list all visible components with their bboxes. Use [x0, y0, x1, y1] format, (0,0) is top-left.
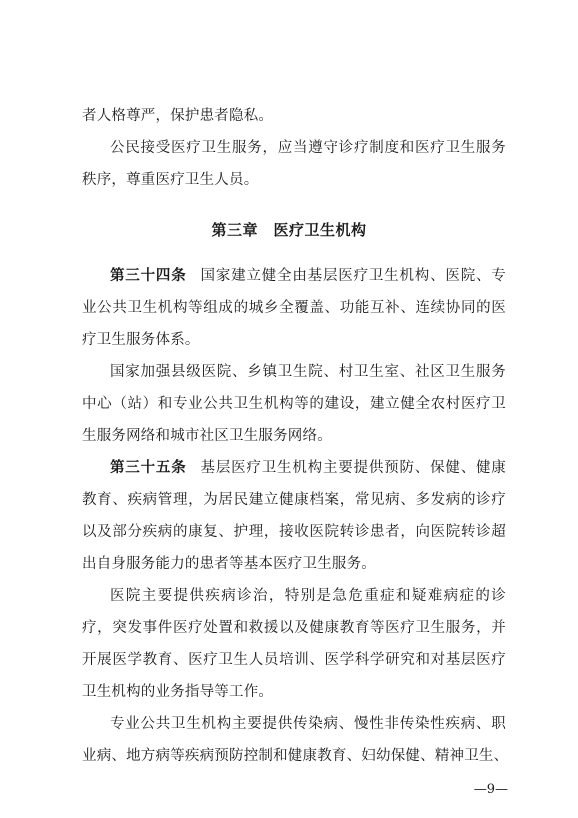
text-line: 疗卫生服务体系。: [82, 332, 200, 348]
text-line: 开展医学教育、医疗卫生人员培训、医学科学研究和对基层医疗: [82, 652, 506, 668]
text-line: 中心（站）和专业公共卫生机构等的建设，建立健全农村医疗卫: [82, 396, 506, 412]
text-line: 以及部分疾病的康复、护理，接收医院转诊患者，向医院转诊超: [82, 524, 506, 540]
text-line: 卫生机构的业务指导等工作。: [82, 684, 274, 700]
text-line: 医院主要提供疾病诊治，特别是急危重症和疑难病症的诊: [110, 588, 506, 604]
article-label: 第三十五条: [110, 460, 187, 476]
text-line: 生服务网络和城市社区卫生服务网络。: [82, 428, 332, 444]
article-34-line: [110, 266, 506, 286]
text-span: 国家建立健全由基层医疗卫生机构、医院、专: [200, 268, 507, 284]
text-line: 出自身服务能力的患者等基本医疗卫生服务。: [82, 556, 376, 572]
text-line: 专业公共卫生机构主要提供传染病、慢性非传染性疾病、职: [110, 716, 506, 732]
text-line: 公民接受医疗卫生服务，应当遵守诊疗制度和医疗卫生服务: [110, 140, 506, 156]
text-line: 业病、地方病等疾病预防控制和健康教育、妇幼保健、精神卫生、: [82, 748, 509, 764]
text-line: 疗，突发事件医疗处置和救援以及健康教育等医疗卫生服务，并: [82, 620, 506, 636]
article-label: 第三十四条: [110, 268, 187, 284]
page-number: —9—: [473, 782, 508, 797]
text-line: 国家加强县级医院、乡镇卫生院、村卫生室、社区卫生服务: [110, 364, 506, 380]
text-span: 基层医疗卫生机构主要提供预防、保健、健康: [200, 460, 507, 476]
article-35-line: [110, 458, 506, 478]
text-line: 秩序，尊重医疗卫生人员。: [82, 172, 259, 188]
text-line: 者人格尊严，保护患者隐私。: [82, 108, 274, 124]
text-line: 教育、疾病管理，为居民建立健康档案，常见病、多发病的诊疗: [82, 492, 506, 508]
chapter-heading: 第三章 医疗卫生机构: [211, 221, 367, 239]
text-line: 业公共卫生机构等组成的城乡全覆盖、功能互补、连续协同的医: [82, 300, 506, 316]
